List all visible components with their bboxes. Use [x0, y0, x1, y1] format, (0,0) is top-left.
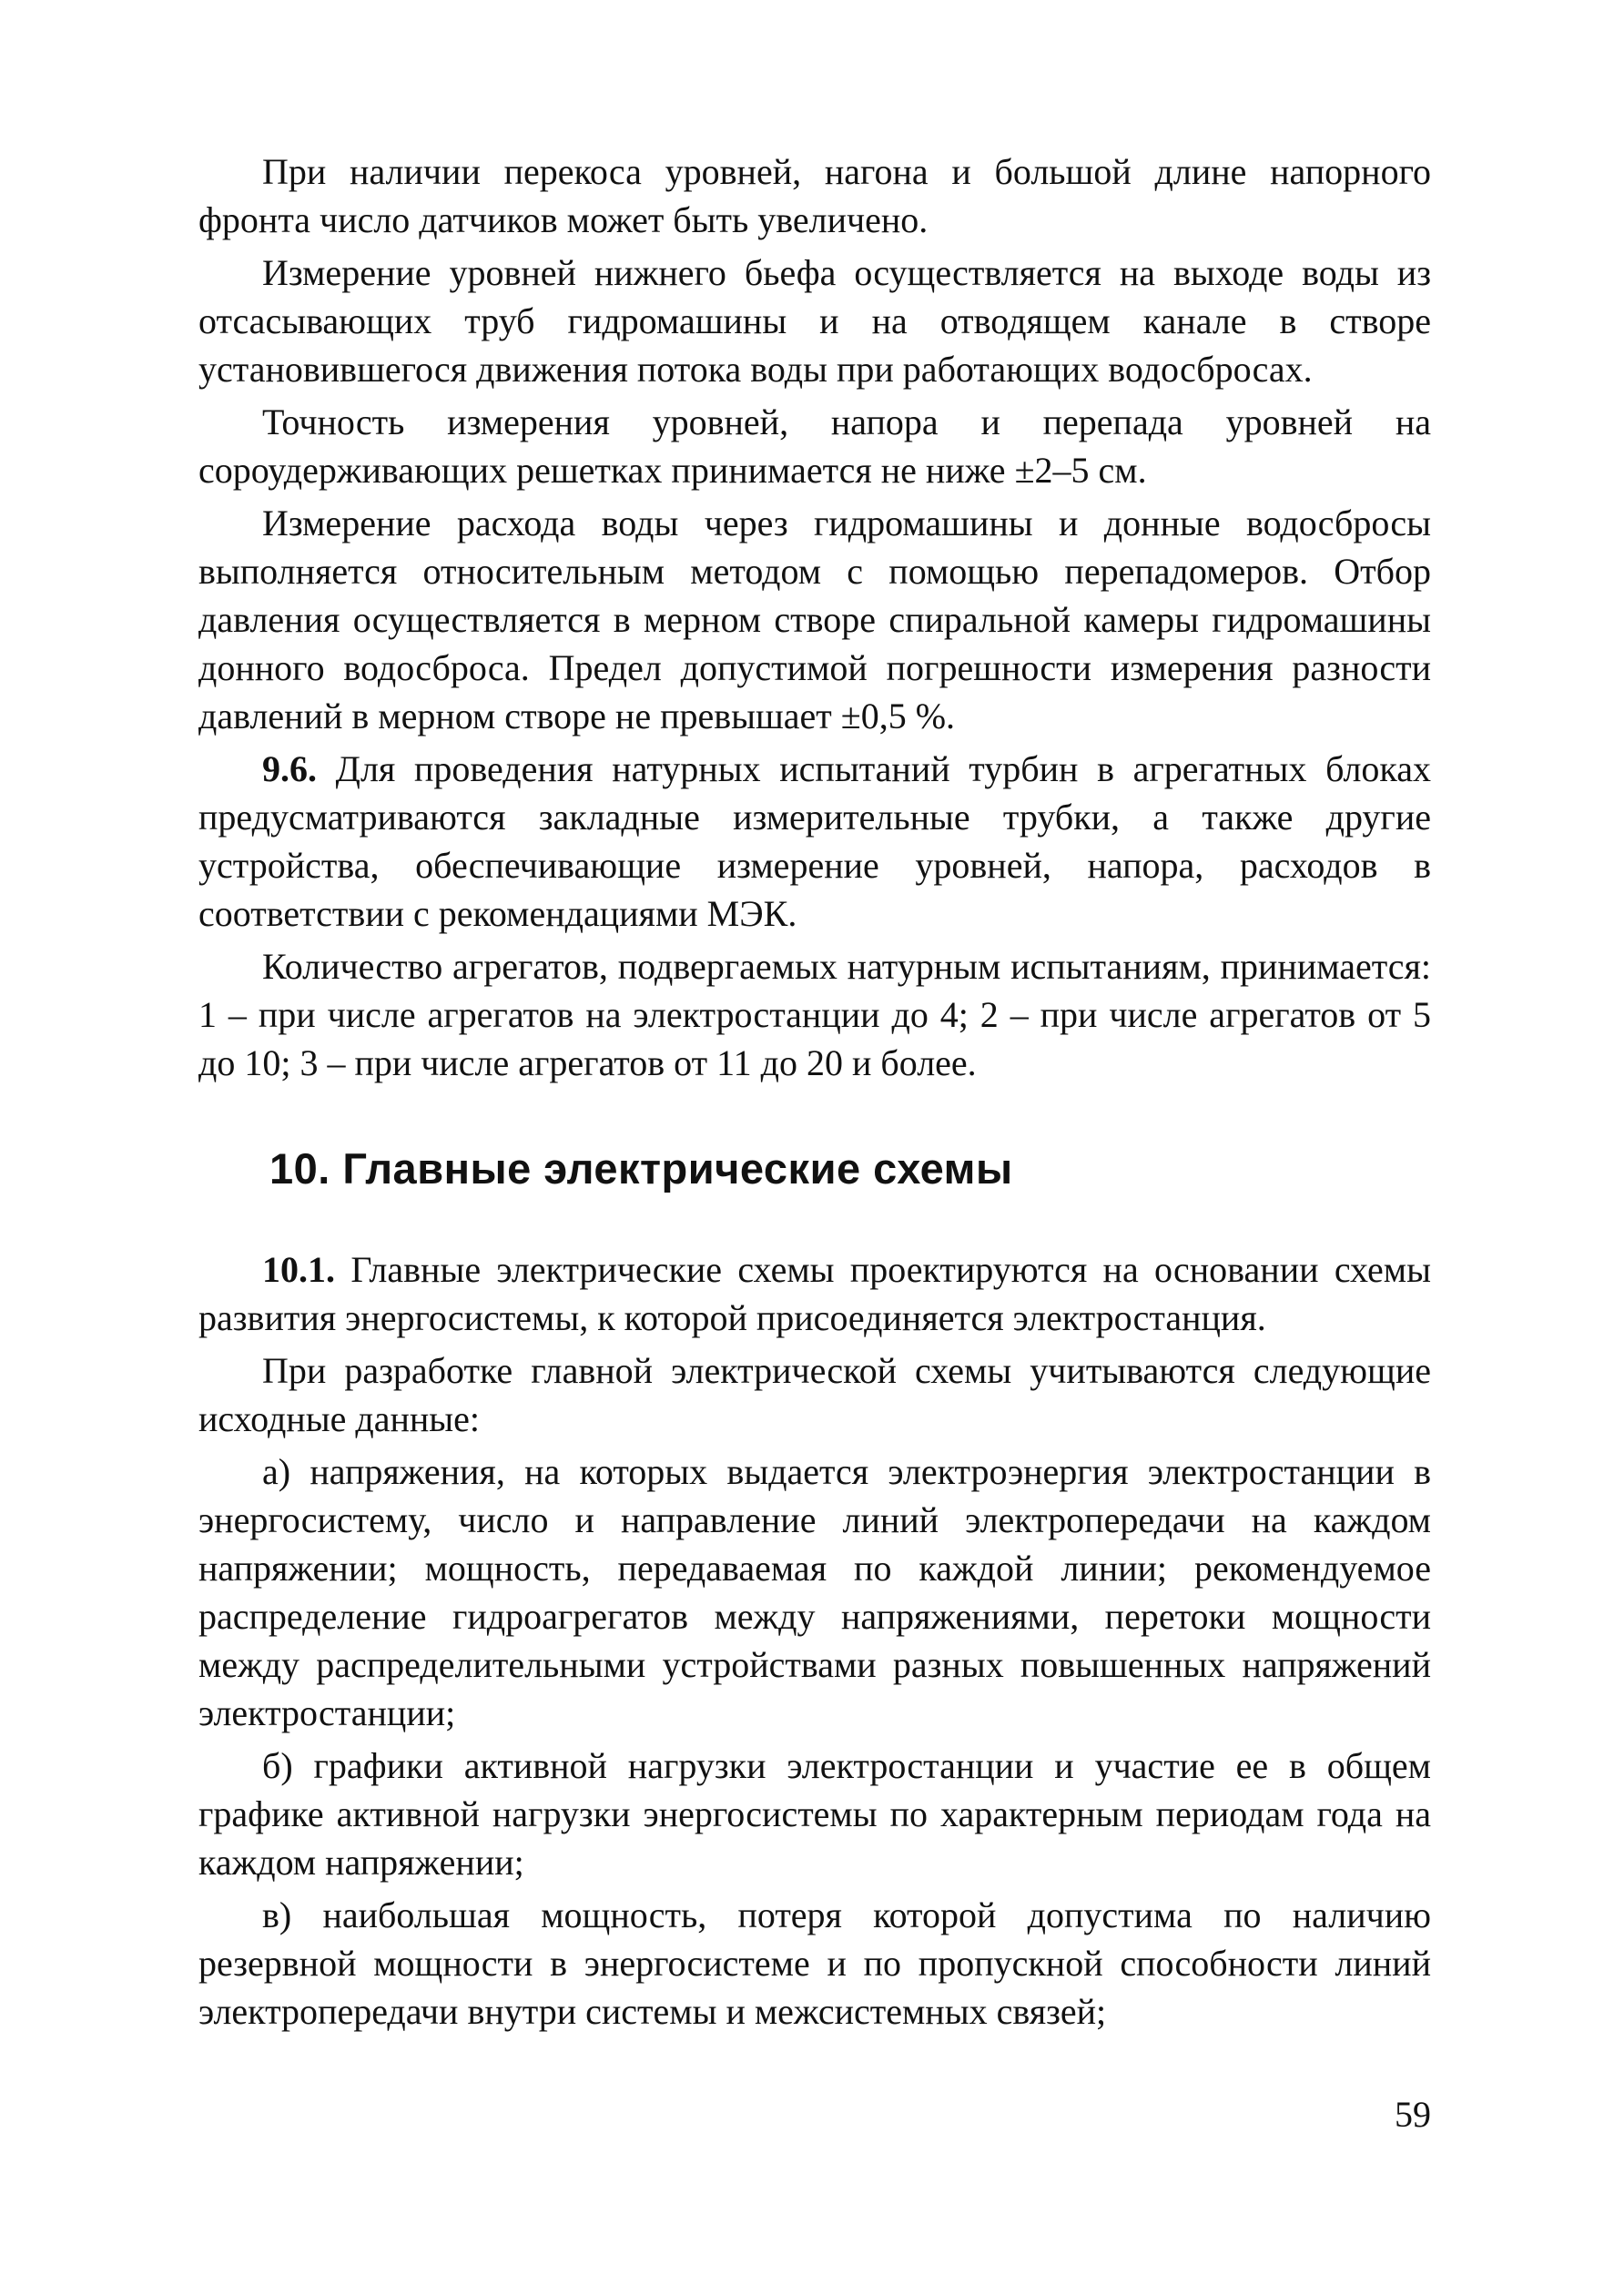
list-item-a	[198, 1447, 1431, 1737]
paragraph-text: Точность измерения уровней, напора и перепада уровней на сороудерживающих решетках принимается не ниже ±2–5 см.	[198, 401, 1431, 491]
paragraph-text: а) напряжения, на которых выдается электроэнергия электростанции в энергосистему, число и направление линий электропередачи на каждом напряжении; мощность, передаваемая по каждой линии; рекомендуемое распределение гидроагрегатов между напряжениями, перетоки мощности между распределительными устройствами разных повышенных напряжений электростанции;	[198, 1451, 1431, 1733]
paragraph-flow-measurement	[198, 499, 1431, 740]
paragraph-text: Для проведения натурных испытаний турбин в агрегатных блоках предусматриваются закладные измерительные трубки, а также другие устройства, обеспечивающие измерение уровней, напора, расходов в соответствии с рекомендациями МЭК.	[198, 748, 1431, 934]
clause-number: 10.1.	[262, 1249, 335, 1290]
paragraph-text: б) графики активной нагрузки электростанции и участие ее в общем графике активной нагрузки энергосистемы по характерным периодам года на каждом напряжении;	[198, 1745, 1431, 1883]
paragraph-unit-count	[198, 942, 1431, 1087]
clause-number: 9.6.	[262, 748, 317, 789]
paragraph-measurement-accuracy	[198, 398, 1431, 494]
paragraph-clause-9-6	[198, 745, 1431, 938]
page-number: 59	[1395, 2094, 1431, 2135]
paragraph-tailwater-measurement	[198, 249, 1431, 393]
text-column	[198, 147, 1431, 2036]
list-item-b	[198, 1742, 1431, 1886]
paragraph-text: Главные электрические схемы проектируются на основании схемы развития энергосистемы, к которой присоединяется электростанция.	[198, 1249, 1431, 1338]
paragraph-text: Количество агрегатов, подвергаемых натурным испытаниям, принимается: 1 – при числе агрегатов на электростанции до 4; 2 – при числе агрегатов от 5 до 10; 3 – при числе агрегатов от 11 до 20 и более.	[198, 946, 1431, 1083]
paragraph-text: Измерение расхода воды через гидромашины и донные водосбросы выполняется относительным методом с помощью перепадомеров. Отбор давления осуществляется в мерном створе спиральной камеры гидромашины донного водосброса. Предел допустимой погрешности измерения разности давлений в мерном створе не превышает ±0,5 %.	[198, 503, 1431, 736]
paragraph-input-data-intro	[198, 1346, 1431, 1443]
paragraph-text: При наличии перекоса уровней, нагона и большой длине напорного фронта число датчиков может быть увеличено.	[198, 151, 1431, 240]
paragraph-clause-10-1	[198, 1245, 1431, 1342]
section-heading: 10. Главные электрические схемы	[269, 1144, 1013, 1193]
paragraph-text: в) наибольшая мощность, потеря которой допустима по наличию резервной мощности в энергосистеме и по пропускной способности линий электропередачи внутри системы и межсистемных связей;	[198, 1894, 1431, 2032]
paragraph-text: При разработке главной электрической схемы учитываются следующие исходные данные:	[198, 1350, 1431, 1439]
paragraph-text: Измерение уровней нижнего бьефа осуществляется на выходе воды из отсасывающих труб гидромашины и на отводящем канале в створе установившегося движения потока воды при работающих водосбросах.	[198, 252, 1431, 390]
paragraph-skew-sensors	[198, 147, 1431, 244]
list-item-v	[198, 1891, 1431, 2036]
